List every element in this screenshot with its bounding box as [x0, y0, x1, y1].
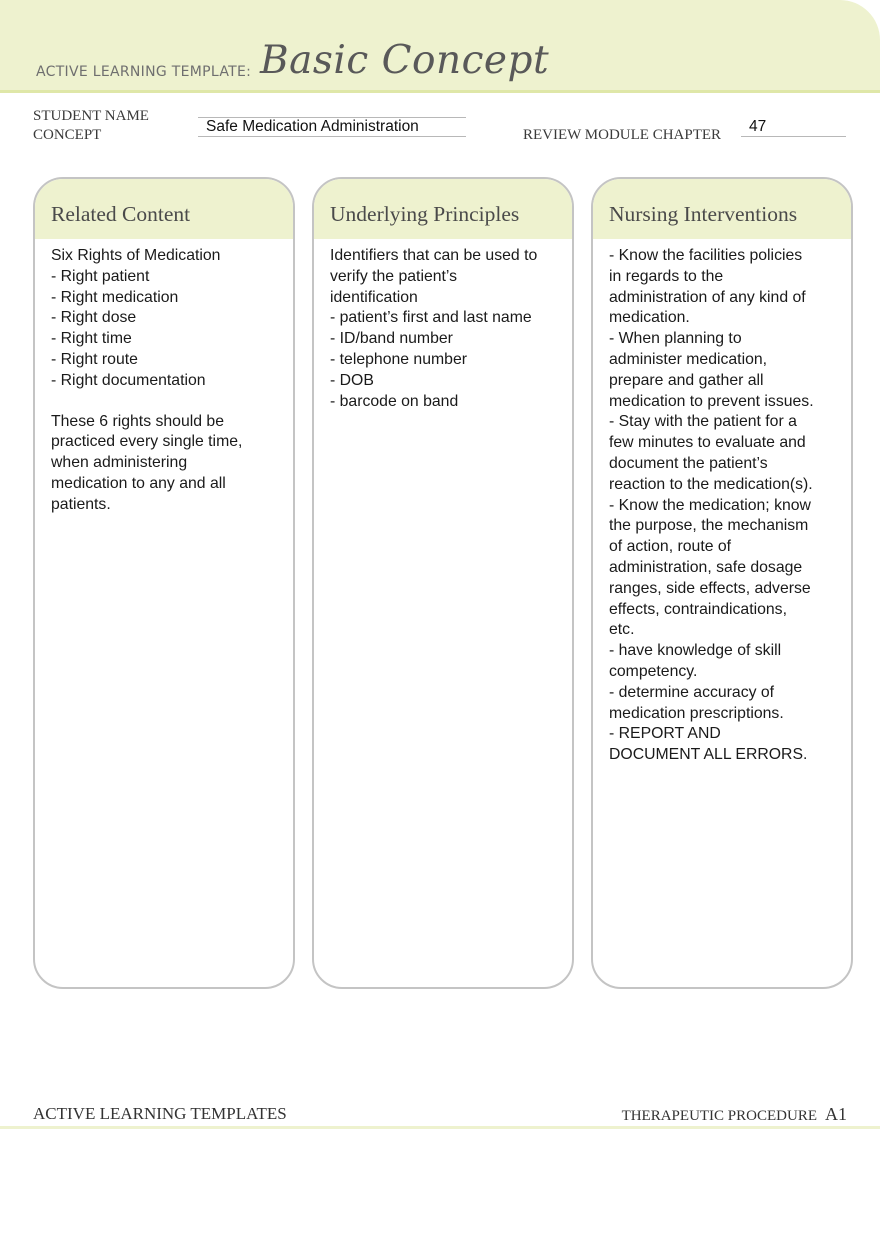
panel-line: - Right documentation [51, 371, 206, 389]
panel-line: document the patient’s [609, 454, 768, 472]
concept-value: Safe Medication Administration [206, 118, 419, 135]
panel-line: reaction to the medication(s). [609, 475, 813, 493]
related-content-body[interactable] [35, 239, 293, 516]
panel-line: the purpose, the mechanism [609, 517, 809, 535]
paragraph-gap [51, 392, 283, 412]
panel-line: in regards to the [609, 267, 724, 285]
panel-line: - Right time [51, 330, 132, 348]
review-module-field[interactable] [741, 136, 846, 137]
panel-line: effects, contraindications, [609, 600, 787, 618]
review-module-label: REVIEW MODULE CHAPTER [523, 127, 722, 143]
panel-line: medication. [609, 309, 690, 327]
panel-line: when administering [51, 454, 188, 472]
panel-line: administration of any kind of [609, 288, 806, 306]
footer-template-name: ACTIVE LEARNING TEMPLATES [33, 1104, 287, 1123]
panel-line: - determine accuracy of [609, 683, 775, 701]
footer-code: A1 [825, 1104, 847, 1124]
concept-label: CONCEPT [33, 127, 102, 143]
panel-line: etc. [609, 621, 635, 639]
panel-line: few minutes to evaluate and [609, 434, 806, 452]
panel-line: - Know the medication; know [609, 496, 811, 514]
underlying-principles-body[interactable] [314, 239, 572, 412]
underlying-principles-panel [312, 177, 574, 989]
panel-line: - Right route [51, 350, 138, 368]
panel-line: identification [330, 288, 418, 306]
student-name-label: STUDENT NAME [33, 108, 149, 124]
panel-line: medication to prevent issues. [609, 392, 814, 410]
nursing-interventions-body[interactable] [593, 239, 851, 766]
panel-line: administer medication, [609, 350, 768, 368]
panel-line: prepare and gather all [609, 371, 764, 389]
panel-line: - When planning to [609, 330, 742, 348]
panel-line: patients. [51, 495, 111, 513]
footer-procedure-label: THERAPEUTIC PROCEDURE [621, 1108, 817, 1124]
panel-line: - patient’s first and last name [330, 309, 532, 327]
panel-line: Six Rights of Medication [51, 247, 221, 264]
panel-line: - Right medication [51, 288, 179, 306]
concept-field[interactable] [198, 136, 466, 137]
footer-procedure [622, 1104, 847, 1125]
panel-line: - barcode on band [330, 392, 459, 410]
panel-line: These 6 rights should be [51, 412, 224, 430]
header-divider [0, 90, 880, 93]
template-label: ACTIVE LEARNING TEMPLATE: [36, 64, 252, 80]
panel-line: ranges, side effects, adverse [609, 579, 811, 597]
panel-line: verify the patient’s [330, 267, 458, 285]
template-title: Basic Concept [260, 38, 550, 83]
panel-line: - DOB [330, 371, 374, 389]
nursing-interventions-title: Nursing Interventions [593, 179, 851, 239]
footer-divider [0, 1126, 880, 1129]
panel-line: administration, safe dosage [609, 558, 803, 576]
panel-line: - REPORT AND [609, 725, 721, 743]
panel-line: DOCUMENT ALL ERRORS. [609, 746, 808, 764]
panel-line: medication to any and all [51, 474, 226, 492]
panel-line: competency. [609, 662, 698, 680]
panel-line: - telephone number [330, 350, 467, 368]
panel-line: Identifiers that can be used to [330, 247, 538, 264]
panel-line: - have knowledge of skill [609, 642, 782, 660]
panel-line: practiced every single time, [51, 433, 243, 451]
panel-line: - Right dose [51, 309, 137, 327]
panel-line: of action, route of [609, 538, 732, 556]
panel-line: - Stay with the patient for a [609, 413, 797, 431]
panel-line: - ID/band number [330, 330, 453, 348]
panel-line: - Right patient [51, 267, 150, 285]
nursing-interventions-panel [591, 177, 853, 989]
related-content-panel [33, 177, 295, 989]
related-content-title: Related Content [35, 179, 293, 239]
underlying-principles-title: Underlying Principles [314, 179, 572, 239]
review-module-value: 47 [749, 118, 767, 135]
panel-line: medication prescriptions. [609, 704, 784, 722]
panel-line: - Know the facilities policies [609, 247, 803, 264]
